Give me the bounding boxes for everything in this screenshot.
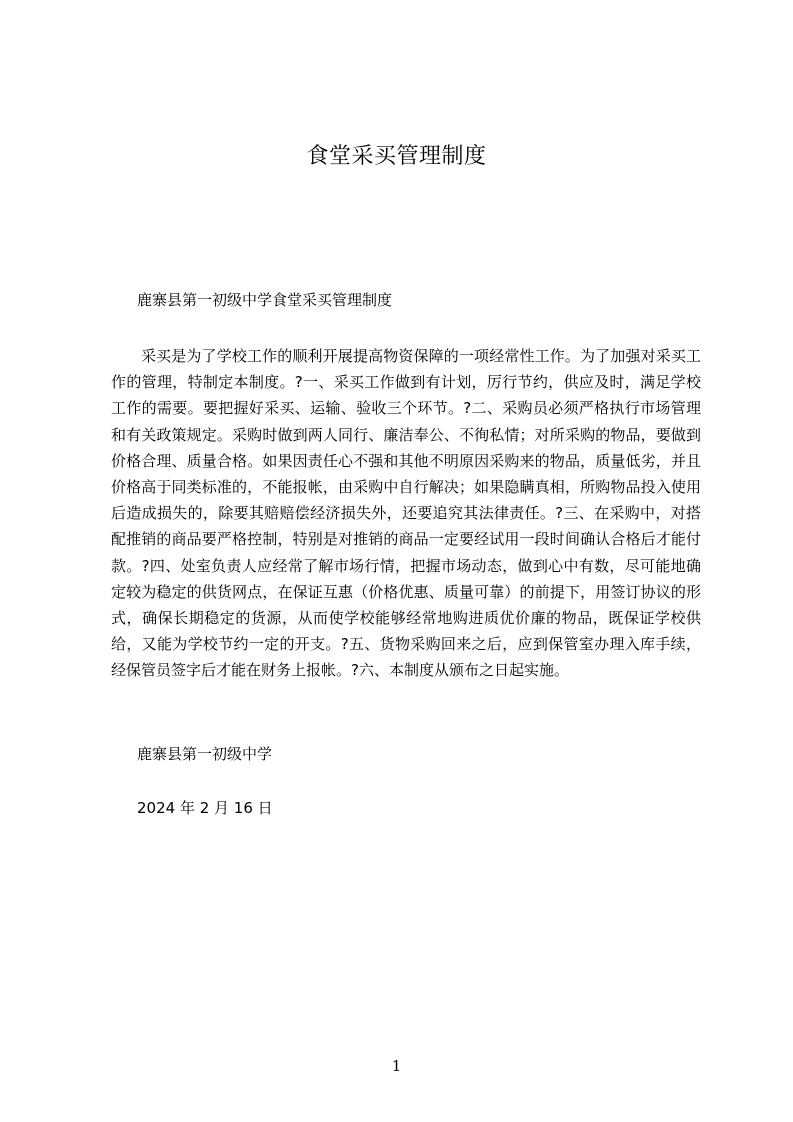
document-body-paragraph: 采买是为了学校工作的顺利开展提高物资保障的一项经常性工作。为了加强对采买工作的管理，特制定本制度。?一、采买工作做到有计划，厉行节约，供应及时，满足学校工作的需要。要把握好采买、运输、验收三个环节。?二、采购员必须严格执行市场管理和有关政策规定。采购时做到两人同行、廉洁奉公、不徇私情；对所采购的物品，要做到价格合理、质量合格。如果因责任心不强和其他不明原因采购来的物品，质量低劣，并且价格高于同类标准的，不能报帐，由采购中自行解决；如果隐瞒真相，所购物品投入使用后造成损失的，除要其赔赔偿经济损失外，还要追究其法律责任。?三、在采购中，对搭配推销的商品要严格控制，特别是对推销的商品一定要经试用一段时间确认合格后才能付款。?四、处室负责人应经常了解市场行情，把握市场动态，做到心中有数，尽可能地确定较为稳定的供货网点，在保证互惠（价格优惠、质量可靠）的前提下，用签订协议的形式，确保长期稳定的货源，从而使学校能够经常地购进质优价廉的物品，既保证学校供给，又能为学校节约一定的开支。?五、货物采购回来之后，应到保管室办理入库手续，经保管员签字后才能在财务上报帐。?六、本制度从颁布之日起实施。 xyxy=(111,347,701,680)
page-number: 1 xyxy=(391,1057,402,1075)
signing-organization: 鹿寨县第一初级中学 xyxy=(137,745,273,763)
document-subtitle: 鹿寨县第一初级中学食堂采买管理制度 xyxy=(137,291,393,309)
document-date: 2024 年 2 月 16 日 xyxy=(137,799,273,817)
document-title: 食堂采买管理制度 xyxy=(306,144,487,169)
